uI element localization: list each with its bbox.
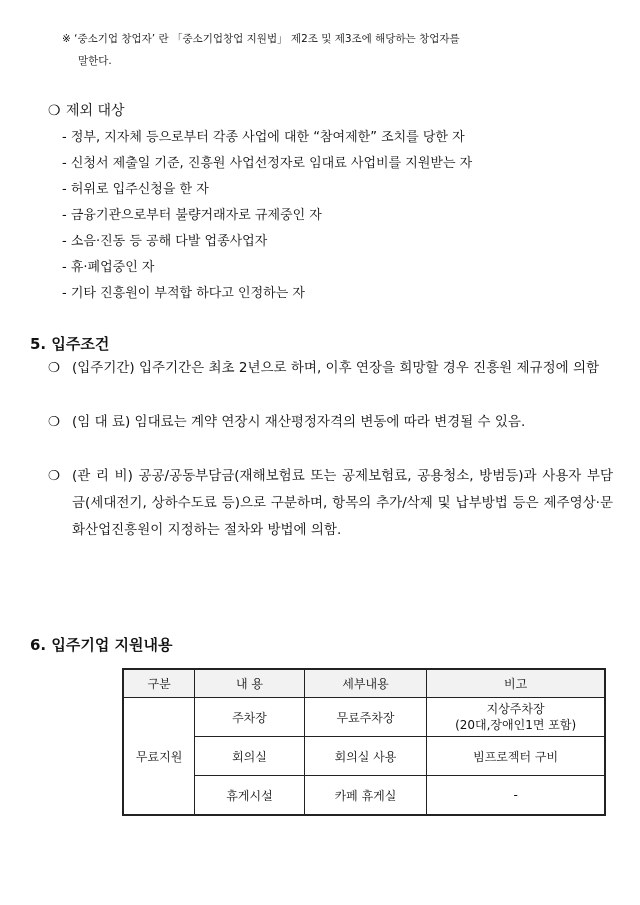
content-cell: 주차장	[195, 698, 305, 737]
table-row	[123, 776, 605, 816]
section-6-title: 6. 입주기업 지원내용	[30, 636, 173, 654]
circle-bullet-icon: ❍	[48, 103, 61, 119]
circle-bullet-icon: ❍	[48, 414, 61, 430]
definition-note	[62, 28, 582, 72]
content-cell: 회의실	[195, 737, 305, 776]
exclusion-item: - 허위로 입주신청을 한 자	[62, 182, 209, 197]
table-row	[123, 698, 605, 737]
table-header-row	[123, 669, 605, 698]
circle-bullet-icon: ❍	[48, 360, 61, 376]
note-cell: -	[427, 776, 605, 816]
section-5-title: 5. 입주조건	[30, 335, 110, 353]
table-row	[123, 737, 605, 776]
detail-cell: 카페 휴게실	[304, 776, 426, 816]
condition-item-rent	[48, 409, 613, 436]
exclusion-heading	[48, 100, 125, 120]
exclusion-item: - 소음·진동 등 공해 다발 업종사업자	[62, 234, 268, 249]
exclusion-item: - 정부, 지자체 등으로부터 각종 사업에 대한 “참여제한” 조치를 당한 자	[62, 130, 465, 145]
header-note: 비고	[427, 669, 605, 698]
exclusion-item: - 금융기관으로부터 불량거래자로 규제중인 자	[62, 208, 322, 223]
exclusion-item: - 신청서 제출일 기준, 진흥원 사업선정자로 임대료 사업비를 지원받는 자	[62, 156, 473, 171]
note-cell: 빔프로젝터 구비	[427, 737, 605, 776]
note-line: (20대,장애인1면 포함)	[455, 718, 577, 732]
detail-cell: 회의실 사용	[304, 737, 426, 776]
category-cell: 무료지원	[123, 698, 195, 816]
circle-bullet-icon: ❍	[48, 468, 61, 484]
condition-item-maintenance	[48, 463, 613, 544]
exclusion-title: 제외 대상	[66, 103, 125, 119]
header-content: 내 용	[195, 669, 305, 698]
content-cell: 휴게시설	[195, 776, 305, 816]
header-detail: 세부내용	[304, 669, 426, 698]
header-category: 구분	[123, 669, 195, 698]
exclusion-item: - 기타 진흥원이 부적합 하다고 인정하는 자	[62, 286, 305, 301]
note-cell	[427, 698, 605, 737]
condition-text: (입주기간) 입주기간은 최초 2년으로 하며, 이후 연장을 희망할 경우 진흥원 제규정에 의함	[72, 360, 600, 376]
support-table	[122, 668, 606, 816]
condition-text: (임 대 료) 임대료는 계약 연장시 재산평정자격의 변동에 따라 변경될 수 있음.	[72, 414, 526, 430]
exclusion-item: - 휴·폐업중인 자	[62, 260, 155, 275]
note-line-2: 말한다.	[78, 55, 112, 67]
note-line-1: ※ ‘중소기업 창업자’ 란 「중소기업창업 지원법」 제2조 및 제3조에 해당하는 창업자를	[62, 33, 460, 45]
note-line: 지상주차장	[486, 702, 545, 716]
condition-item-period	[48, 355, 613, 382]
detail-cell: 무료주차장	[304, 698, 426, 737]
condition-text: (관 리 비) 공공/공동부담금(재해보험료 또는 공제보험료, 공용청소, 방범등)과 사용자 부담금(세대전기, 상하수도료 등)으로 구분하며, 항목의 추가/삭제 및 납부방법 등은 제주영상·문화산업진흥원이 지정하는 절차와 방법에 의함.	[72, 468, 613, 538]
